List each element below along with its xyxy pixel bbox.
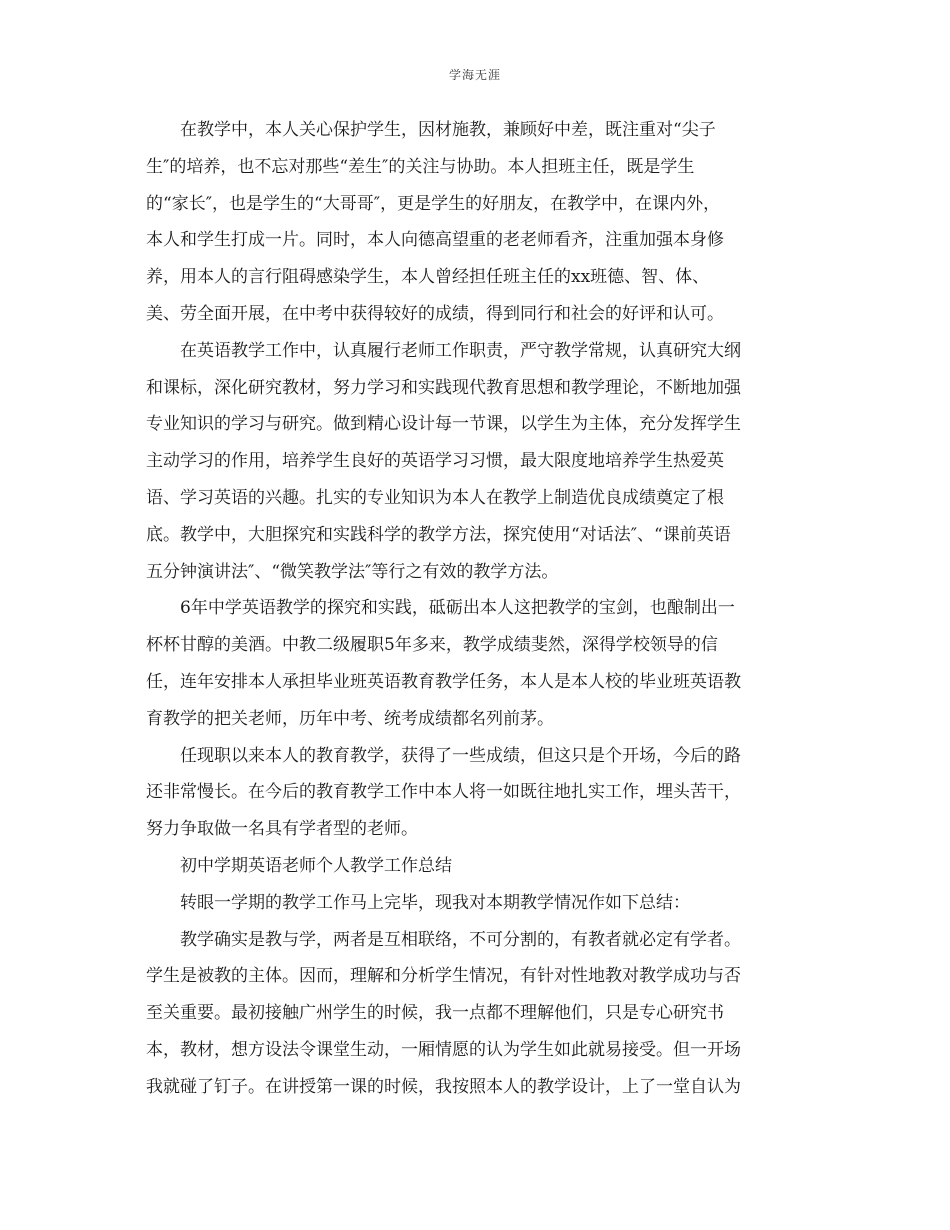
text-line: 美、劳全面开展，在中考中获得较好的成绩，得到同行和社会的好评和认可。 [146,303,724,324]
text-line: 教学确实是教与学，两者是互相联络，不可分割的，有教者就必定有学者。 [180,929,741,950]
text-line: 本人和学生打成一片。同时，本人向德高望重的老老师看齐，注重加强本身修 [146,230,724,251]
text-line: 转眼一学期的教学工作马上完毕，现我对本期教学情况作如下总结： [180,892,690,913]
text-line: 在英语教学工作中，认真履行老师工作职责，严守教学常规，认真研究大纲 [180,340,741,361]
text-line: 育教学的把关老师，历年中考、统考成绩都名列前茅。 [146,708,554,729]
text-line: 我就碰了钉子。在讲授第一课的时候，我按照本人的教学设计，上了一堂自认为 [146,1076,741,1097]
text-line: 杯杯甘醇的美酒。中教二级履职5年多来，教学成绩斐然，深得学校领导的信 [146,635,718,656]
text-line: 养，用本人的言行阻碍感染学生，本人曾经担任班主任的xx班德、智、体、 [146,267,710,288]
text-line: 学生是被教的主体。因而，理解和分析学生情况，有针对性地教对教学成功与否 [146,966,741,987]
document-body [146,112,802,1106]
text-line: 努力争取做一名具有学者型的老师。 [146,819,418,840]
text-line: 的“家长″，也是学生的“大哥哥″，更是学生的好朋友，在教学中，在课内外， [146,193,721,214]
text-line: 语、学习英语的兴趣。扎实的专业知识为本人在教学上制造优良成绩奠定了根 [146,487,724,508]
text-line: 主动学习的作用，培养学生良好的英语学习习惯，最大限度地培养学生热爱英 [146,451,724,472]
text-line: 任，连年安排本人承担毕业班英语教育教学任务，本人是本人校的毕业班英语教 [146,671,741,692]
text-line: 还非常慢长。在今后的教育教学工作中本人将一如既往地扎实工作，埋头苦干， [146,782,741,803]
text-line: 在教学中，本人关心保护学生，因材施教，兼顾好中差，既注重对“尖子 [180,120,716,140]
text-line: 至关重要。最初接触广州学生的时候，我一点都不理解他们，只是专心研究书 [146,1003,724,1024]
text-line: 和课标，深化研究教材，努力学习和实践现代教育思想和教学理论，不断地加强 [146,377,741,398]
text-line: 五分钟演讲法″、“微笑教学法″等行之有效的教学方法。 [146,561,559,582]
page-header: 学海无涯 [448,68,501,82]
text-line: 任现职以来本人的教育教学，获得了一些成绩，但这只是个开场，今后的路 [180,745,741,766]
text-line: 专业知识的学习与研究。做到精心设计每一节课，以学生为主体，充分发挥学生 [146,414,741,435]
text-line: 生″的培养，也不忘对那些“差生″的关注与协助。本人担班主任，既是学生 [146,156,695,177]
text-line: 初中学期英语老师个人教学工作总结 [180,855,452,876]
text-line: 底。教学中，大胆探究和实践科学的教学方法，探究使用“对话法″、“课前英语 [146,524,731,545]
text-line: 本，教材，想方设法令课堂生动，一厢情愿的认为学生如此就易接受。但一开场 [146,1039,741,1060]
text-line: 6年中学英语教学的探究和实践，砥砺出本人这把教学的宝剑，也酿制出一 [180,598,735,619]
